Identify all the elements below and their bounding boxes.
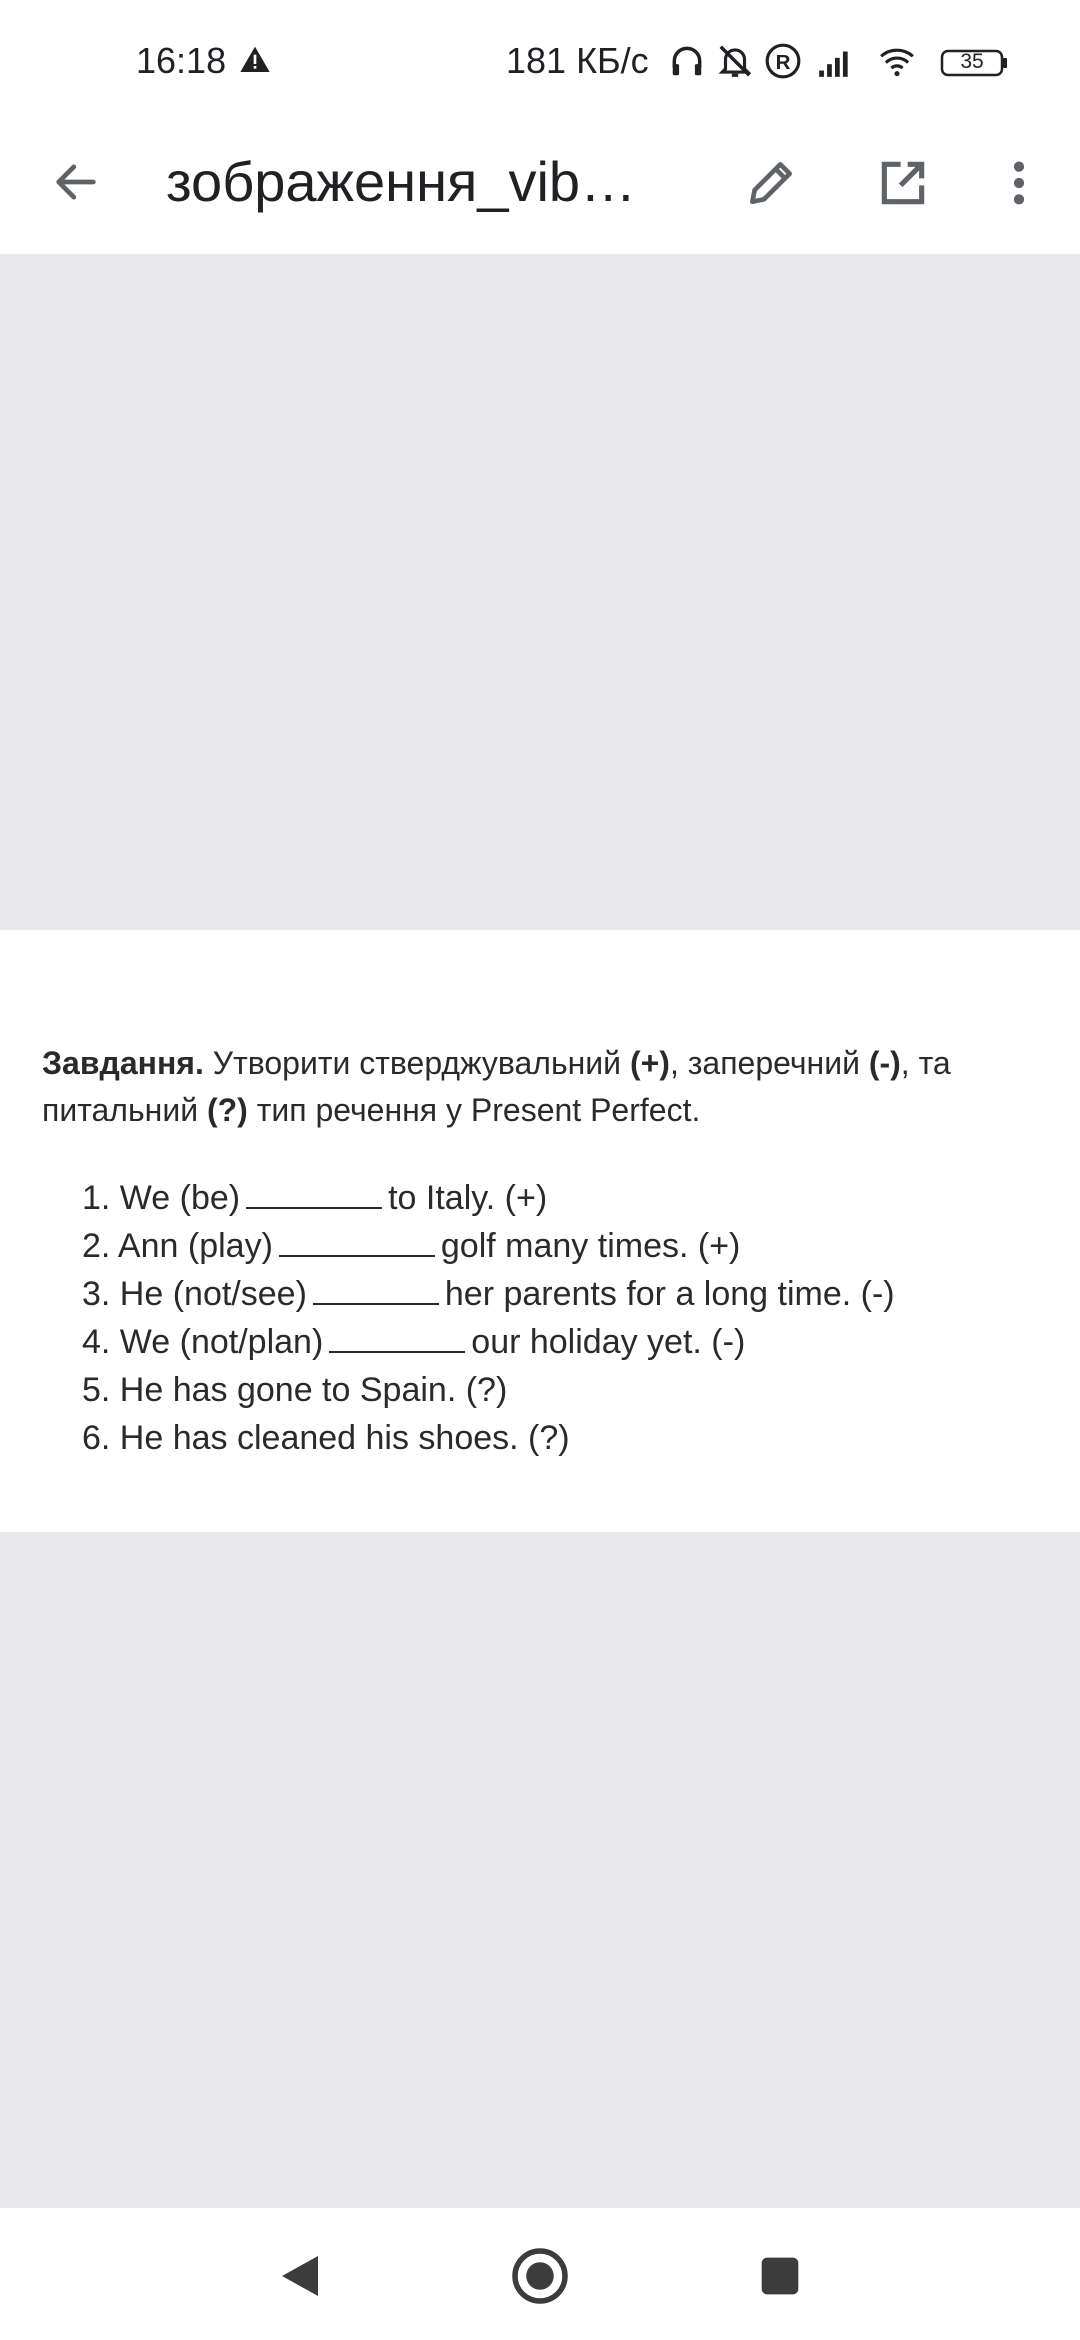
nav-home-icon: [510, 2246, 570, 2306]
back-arrow-icon: [50, 156, 102, 208]
open-with-button[interactable]: [868, 148, 938, 218]
nav-back-button[interactable]: [268, 2244, 332, 2308]
back-button[interactable]: [44, 150, 108, 214]
svg-text:R: R: [775, 50, 791, 74]
image-viewer[interactable]: [0, 254, 1080, 2208]
status-bar: [0, 0, 1080, 126]
nav-recents-icon: [758, 2254, 802, 2298]
exercise-item: 5. He has gone to Spain. (?): [82, 1371, 508, 1409]
status-time: 16:18: [136, 40, 227, 81]
task-label: Завдання.: [42, 1045, 204, 1081]
nav-back-icon: [278, 2252, 322, 2300]
exercise-item: 1. We (be) to Italy. (+): [82, 1179, 548, 1217]
task-instruction: Завдання. Утворити стверджувальний (+), заперечний (-), та питальний (?) тип речення у Present Perfect.: [42, 1045, 951, 1128]
wifi-icon: [878, 42, 916, 80]
nav-recents-button[interactable]: [748, 2244, 812, 2308]
headset-icon: [668, 42, 706, 80]
network-speed: 181 КБ/с: [506, 40, 649, 81]
alert-triangle-icon: [238, 44, 272, 76]
exercise-list: [82, 1174, 1042, 1462]
app-bar: [0, 126, 1080, 254]
signal-icon: [816, 42, 854, 80]
system-nav-bar: [0, 2208, 1080, 2340]
battery-icon: [940, 48, 1010, 78]
nav-home-button[interactable]: [508, 2244, 572, 2308]
document-title: зображення_vib…: [166, 150, 637, 213]
more-options-button[interactable]: [984, 148, 1054, 218]
exercise-item: 4. We (not/plan) our holiday yet. (-): [82, 1323, 746, 1361]
exercise-item: 3. He (not/see) her parents for a long time. (-): [82, 1275, 895, 1313]
exercise-item: 2. Ann (play) golf many times. (+): [82, 1227, 741, 1265]
open-external-icon: [875, 155, 931, 211]
registered-icon: [764, 42, 802, 80]
battery-level: 35: [960, 50, 984, 73]
more-vert-icon: [999, 155, 1039, 211]
document-image: [0, 930, 1080, 1532]
edit-pencil-icon: [743, 155, 799, 211]
exercise-item: 6. He has cleaned his shoes. (?): [82, 1419, 570, 1457]
bell-off-icon: [716, 42, 754, 80]
edit-button[interactable]: [736, 148, 806, 218]
